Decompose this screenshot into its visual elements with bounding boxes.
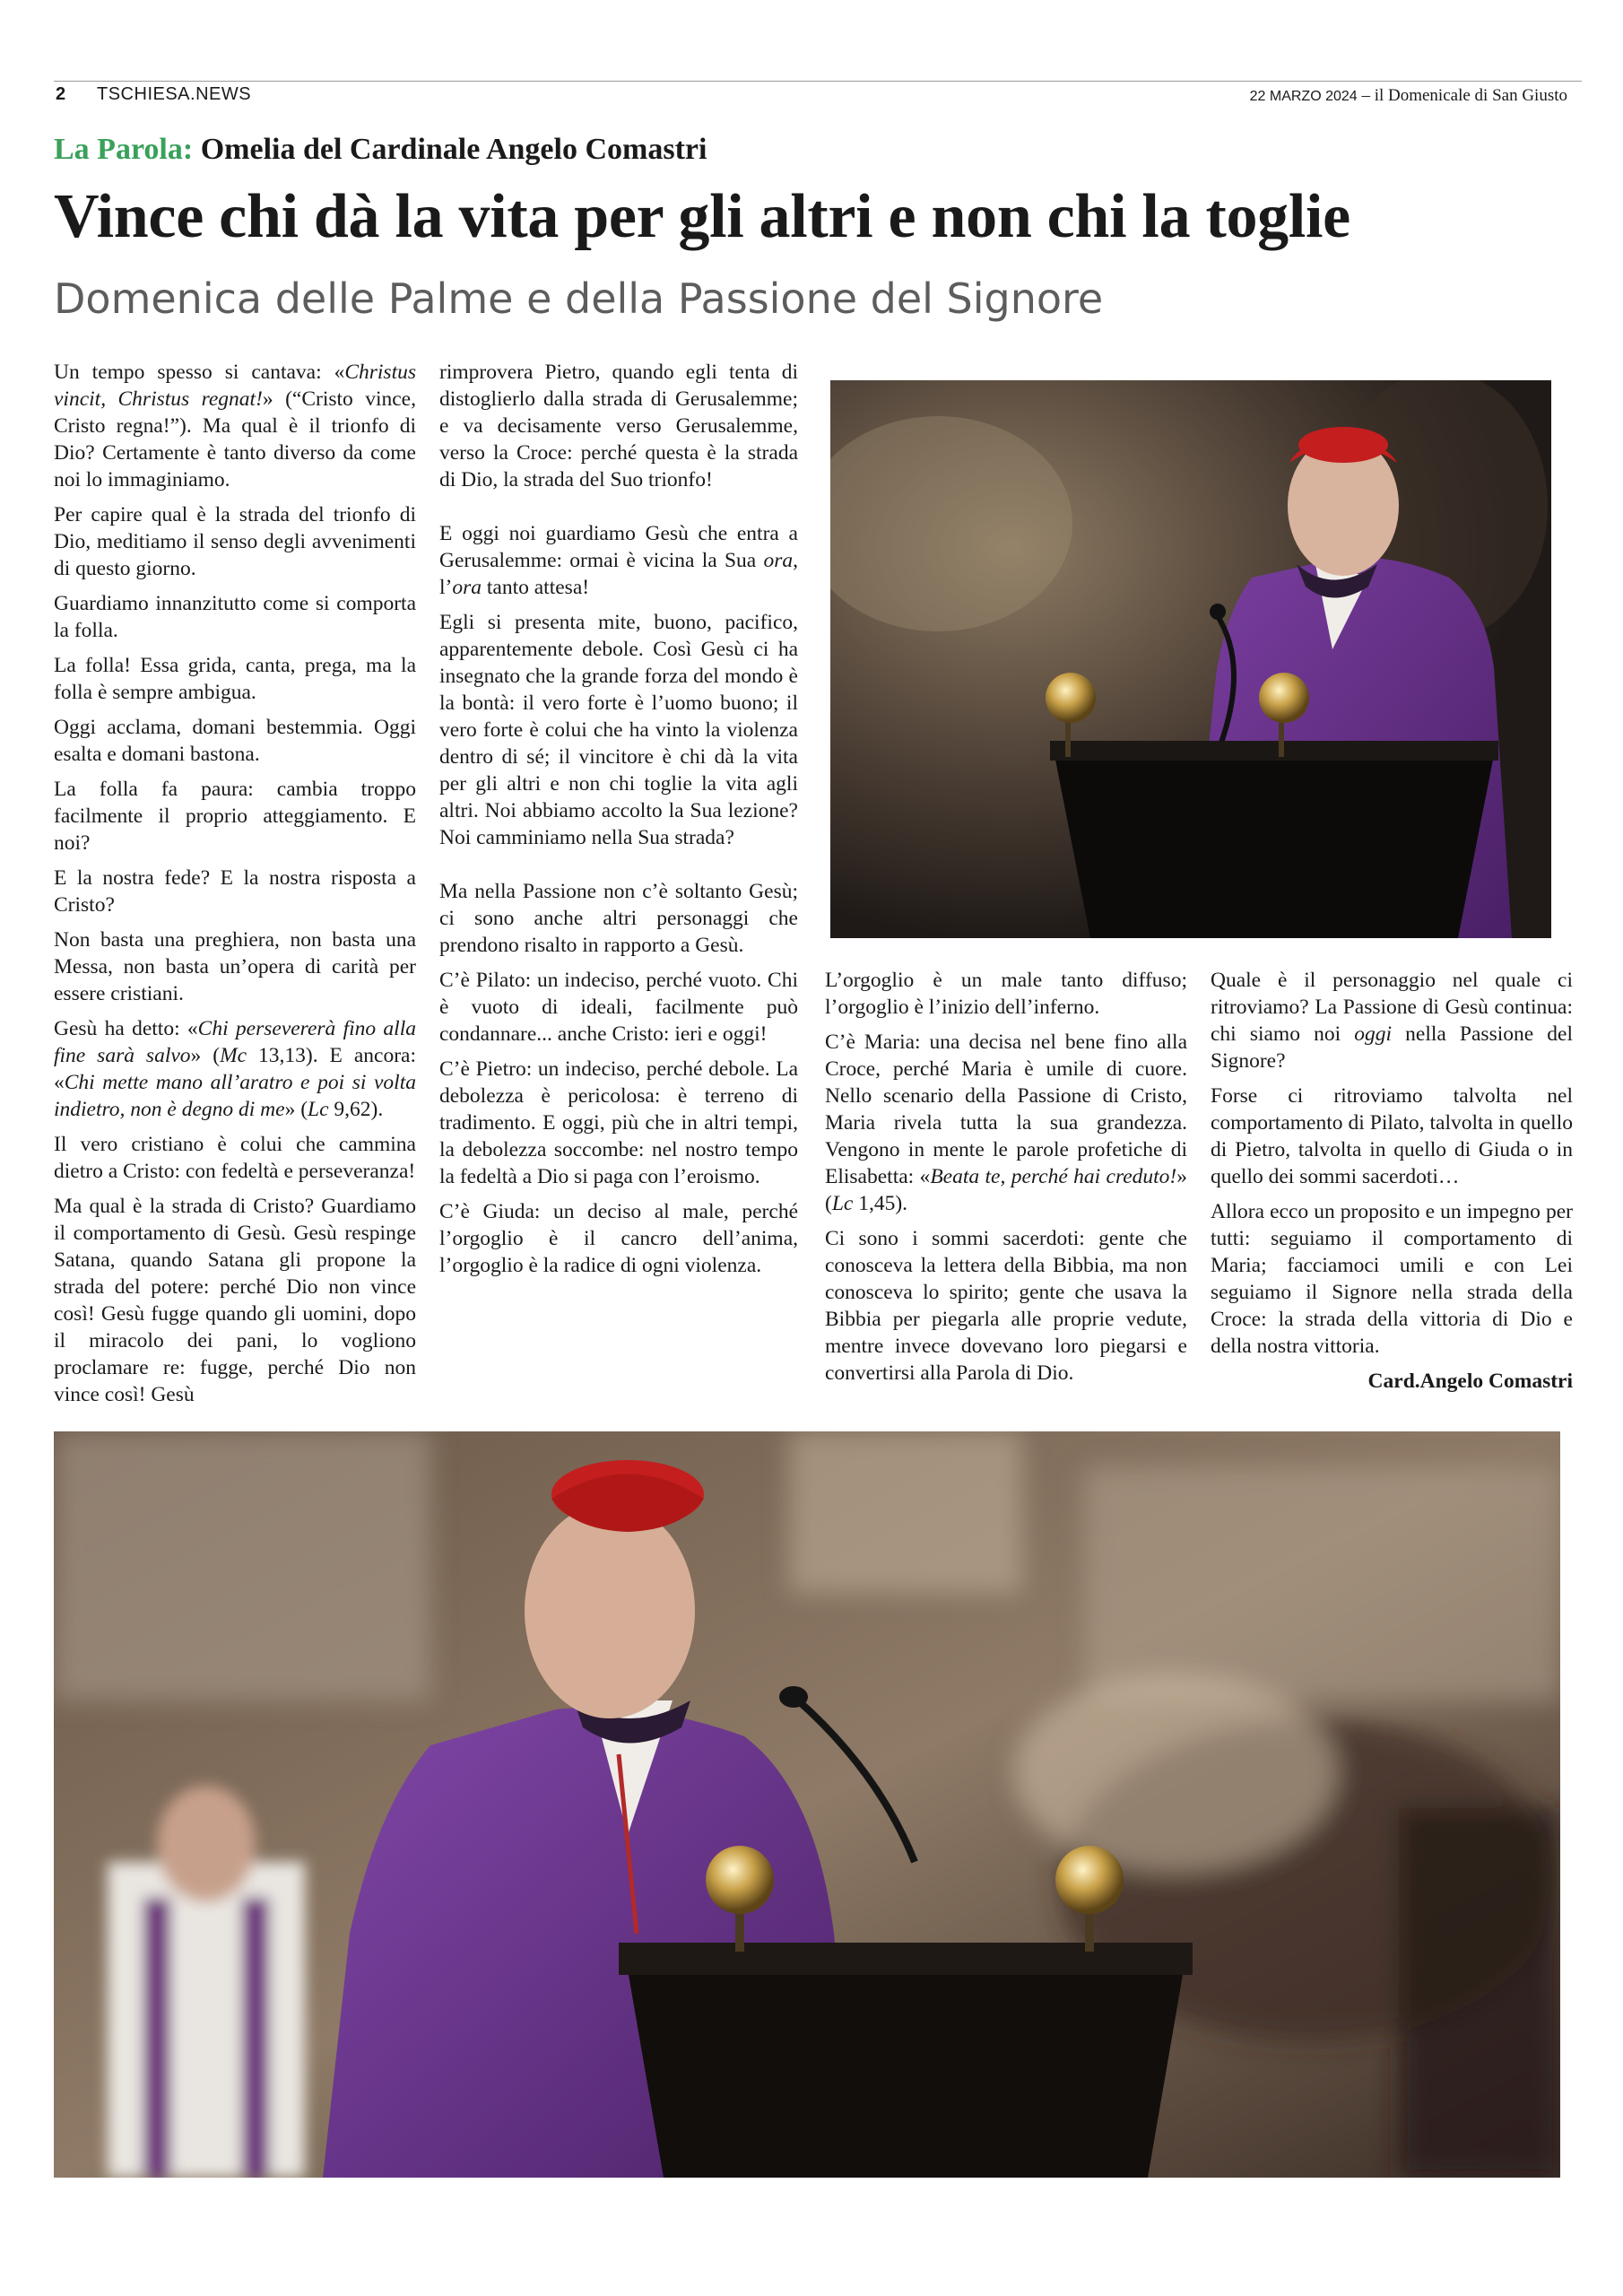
paragraph: E la nostra fede? E la nostra risposta a Cristo? (54, 866, 416, 917)
paragraph: Forse ci ritroviamo talvolta nel comportamento di Pilato, talvolta in quello di Pietro, talvolta in quello di Giuda o in quello dei sommi sacerdoti… (1211, 1084, 1573, 1188)
article-subheadline: Domenica delle Palme e della Passione del Signore (54, 274, 1104, 323)
paragraph: La folla! Essa grida, canta, prega, ma la folla è sempre ambigua. (54, 654, 416, 704)
photo-illustration (54, 1431, 1560, 2178)
issue-edition: – il Domenicale di San Giusto (1361, 86, 1567, 105)
article-headline: Vince chi dà la vita per gli altri e non chi la toglie (54, 182, 1350, 251)
paragraph: Ci sono i sommi sacerdoti: gente che conosceva la lettera della Bibbia, ma non conosceva lo spirito; gente che usava la Bibbia per piegarla alle proprie vedute, mentre invece dovevano loro piegarsi e convertirsi alla Parola di Dio. (825, 1227, 1187, 1385)
issue-info (1250, 86, 1567, 106)
section-kicker (54, 133, 707, 167)
publication-name: TSCHIESA.NEWS (97, 84, 252, 104)
paragraph: Allora ecco un proposito e un impegno per tutti: seguiamo il comportamento di Maria; facciamoci umili e con Lei seguiamo il Signore nella strada della Croce: la strada della vittoria di Dio e della nostra vittoria. (1211, 1200, 1573, 1358)
paragraph: Egli si presenta mite, buono, pacifico, apparentemente debole. Così Gesù ci ha insegnato che la grande forza del mondo è la bontà: il vero forte è l’uomo buono; il vero forte è colui che ha vinto la violenza dentro di sé; il vincitore è chi dà la vita per gli altri e non chi toglie la vita agli altri. Noi abbiamo accolto la Sua lezione? Noi camminiamo nella Sua strada? (439, 611, 798, 849)
paragraph: La folla fa paura: cambia troppo facilmente il proprio atteggiamento. E noi? (54, 778, 416, 855)
paragraph: Per capire qual è la strada del trionfo di Dio, meditiamo il senso degli avvenimenti di questo giorno. (54, 503, 416, 580)
paragraph: Gesù ha detto: «Chi persevererà fino alla fine sarà salvo» (Mc 13,13). E ancora: «Chi mette mano all’aratro e poi si volta indietro, non è degno di me» (Lc 9,62). (54, 1017, 416, 1121)
paragraph: Ma nella Passione non c’è soltanto Gesù; ci sono anche altri personaggi che prendono risalto in rapporto a Gesù. (439, 880, 798, 957)
paragraph: E oggi noi guardiamo Gesù che entra a Gerusalemme: ormai è vicina la Sua ora, l’ora tanto attesa! (439, 522, 798, 599)
section-label: La Parola: (54, 133, 194, 166)
paragraph: L’orgoglio è un male tanto diffuso; l’orgoglio è l’inizio dell’inferno. (825, 969, 1187, 1019)
text-column-2 (439, 359, 798, 1287)
paragraph: C’è Giuda: un deciso al male, perché l’orgoglio è il cancro dell’anima, l’orgoglio è la radice di ogni violenza. (439, 1200, 798, 1277)
paragraph: Non basta una preghiera, non basta una Messa, non basta un’opera di carità per essere cristiani. (54, 928, 416, 1005)
paragraph: Il vero cristiano è colui che cammina dietro a Cristo: con fedeltà e perseveranza! (54, 1133, 416, 1183)
author-signature: Card.Angelo Comastri (1367, 1370, 1573, 1393)
paragraph: Quale è il personaggio nel quale ci ritroviamo? La Passione di Gesù continua: chi siamo noi oggi nella Passione del Signore? (1211, 969, 1573, 1073)
photo-cardinal-lectern (830, 380, 1551, 938)
paragraph: Un tempo spesso si cantava: «Christus vincit, Christus regnat!» (“Cristo vince, Cristo regna!”). Ma qual è il trionfo di Dio? Certamente è tanto diverso da come noi lo immaginiamo. (54, 361, 416, 491)
paragraph: Ma qual è la strada di Cristo? Guardiamo il comportamento di Gesù. Gesù respinge Satana, quando Satana gli propone la strada del potere: perché Dio non vince così! Gesù fugge quando gli uomini, dopo il miracolo dei pani, lo vogliono proclamare re: fugge, perché Dio non vince così! Gesù (54, 1195, 416, 1406)
page-number: 2 (56, 84, 66, 104)
text-column-1 (54, 359, 416, 1416)
paragraph: C’è Pietro: un indeciso, perché debole. La debolezza è pericolosa: è terreno di tradimento. E oggi, più che in altri tempi, la debolezza soccombe: nel nostro tempo la fedeltà a Dio si paga con l’eroismo. (439, 1057, 798, 1188)
paragraph: C’è Pilato: un indeciso, perché vuoto. Chi è vuoto di ideali, facilmente può condannare... anche Cristo: ieri e oggi! (439, 969, 798, 1046)
paragraph: rimprovera Pietro, quando egli tenta di distoglierlo dalla strada di Gerusalemme; e va decisamente verso Gerusalemme, verso la Croce: perché questa è la strada di Dio, la strada del Suo trionfo! (439, 361, 798, 491)
text-column-3 (825, 967, 1187, 1395)
issue-date: 22 MARZO 2024 (1249, 89, 1358, 104)
paragraph: Guardiamo innanzitutto come si comporta la folla. (54, 592, 416, 642)
paragraph: Oggi acclama, domani bestemmia. Oggi esalta e domani bastona. (54, 716, 416, 766)
header-rule (54, 81, 1582, 82)
section-topic: Omelia del Cardinale Angelo Comastri (200, 133, 707, 166)
photo-illustration (830, 380, 1551, 938)
text-column-4 (1211, 967, 1573, 1395)
paragraph: C’è Maria: una decisa nel bene fino alla Croce, perché Maria è umile di cuore. Nello scenario della Passione di Cristo, Maria rivela tutta la sua grandezza. Vengono in mente le parole profetiche di Elisabetta: «Beata te, perché hai creduto!» (Lc 1,45). (825, 1031, 1188, 1215)
photo-cardinal-homily (54, 1431, 1560, 2178)
